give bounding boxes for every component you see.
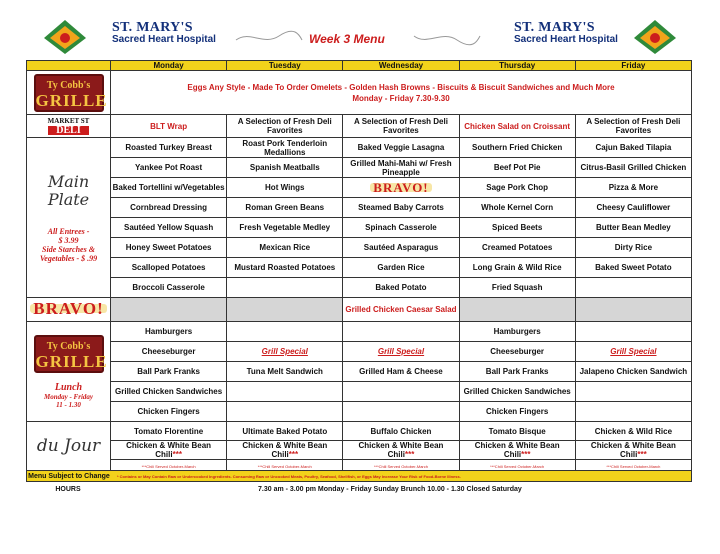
menu-item: Chicken Fingers (111, 402, 227, 422)
soup-row (27, 422, 692, 441)
menu-item (343, 382, 459, 402)
food-safety-note: * Contains or May Contain Raw or Undercooked Ingredients. Consuming Raw or Uncooked Meats, Poultry, Seafood, Shellfish, or Eggs May Increase Your Risk of Food-Borne Illness. (117, 473, 461, 479)
menu-item: Long Grain & Wild Rice (459, 258, 575, 278)
menu-item (227, 402, 343, 422)
deli-logo-cell (27, 115, 111, 138)
menu-item (575, 402, 691, 422)
menu-item (575, 278, 691, 298)
price-line: Vegetables - $ .99 (39, 253, 98, 263)
menu-grid (26, 60, 692, 473)
menu-item: Grilled Mahi-Mahi w/ Fresh Pineapple (343, 158, 459, 178)
menu-item: Sautéed Yellow Squash (111, 218, 227, 238)
menu-item: Steamed Baby Carrots (343, 198, 459, 218)
menu-item: Roman Green Beans (227, 198, 343, 218)
soup-item: Tomato Bisque (459, 422, 575, 441)
main-plate-row (27, 138, 692, 158)
menu-item: Pizza & More (575, 178, 691, 198)
menu-item: Cheeseburger (111, 342, 227, 362)
main-plate-row (27, 178, 692, 198)
main-plate-logo-cell (27, 138, 111, 298)
du-jour-logo: du Jour (36, 435, 101, 456)
day-tuesday: Tuesday (227, 61, 343, 71)
menu-item: Spinach Casserole (343, 218, 459, 238)
deli-row (27, 115, 692, 138)
menu-item: Citrus-Basil Grilled Chicken (575, 158, 691, 178)
footer-hours (26, 486, 692, 496)
menu-item: Spanish Meatballs (227, 158, 343, 178)
soup-item: Tomato Florentine (111, 422, 227, 441)
chili-stars: *** (404, 450, 415, 459)
breakfast-row (27, 71, 692, 115)
main-plate-row (27, 218, 692, 238)
hospital-logo-left (112, 22, 216, 45)
menu-item: Sautéed Asparagus (343, 238, 459, 258)
chili-note: ***Chili Served October-March (343, 460, 459, 473)
menu-item (227, 278, 343, 298)
menu-item (343, 322, 459, 342)
grill-special-label: Grill Special (575, 342, 691, 362)
lunch-row (27, 342, 692, 362)
menu-item: Ball Park Franks (459, 362, 575, 382)
breakfast-line1: Eggs Any Style - Made To Order Omelets - Golden Hash Browns - Biscuits & Biscuit Sandwiches and Much More (187, 82, 615, 92)
lunch-days: Monday - Friday (44, 392, 93, 401)
menu-item: Yankee Pot Roast (111, 158, 227, 178)
menu-item (227, 322, 343, 342)
soup-item: Buffalo Chicken (343, 422, 459, 441)
bravo-inline-cell (343, 178, 459, 198)
day-monday: Monday (111, 61, 227, 71)
price-line: All Entrees - (47, 226, 90, 236)
chili-item (111, 441, 227, 460)
chili-stars: *** (172, 450, 182, 459)
market-st-deli-logo (48, 117, 90, 135)
hours-text: 7.30 am - 3.00 pm Monday - Friday Sunday Brunch 10.00 - 1.30 Closed Saturday (258, 486, 522, 493)
lunch-row (27, 322, 692, 342)
menu-subject-label: Menu Subject to Change (28, 472, 110, 480)
menu-item (227, 382, 343, 402)
logo-text-top: Ty Cobb's (46, 79, 91, 91)
du-jour-logo-cell (27, 422, 111, 473)
hours-label: HOURS (55, 486, 81, 493)
chili-note: ***Chili Served October-March (575, 460, 691, 473)
lunch-label: Lunch (54, 381, 83, 393)
main-plate-row (27, 198, 692, 218)
menu-item: Spiced Beets (459, 218, 575, 238)
chili-item (343, 441, 459, 460)
hospital-sub: Sacred Heart Hospital (112, 34, 216, 45)
logo-leaf-icon (42, 18, 88, 56)
deli-logo-bottom: DELI (48, 126, 90, 135)
menu-item: Sage Pork Chop (459, 178, 575, 198)
menu-item: Grilled Chicken Sandwiches (459, 382, 575, 402)
menu-item: Grilled Ham & Cheese (343, 362, 459, 382)
bravo-row (27, 298, 692, 322)
chili-note: ***Chili Served October-March (227, 460, 343, 473)
menu-item: Baked Veggie Lasagna (343, 138, 459, 158)
menu-header (24, 8, 696, 60)
menu-item: Jalapeno Chicken Sandwich (575, 362, 691, 382)
day-thursday: Thursday (459, 61, 575, 71)
chili-stars: *** (521, 450, 531, 459)
menu-item: Dirty Rice (575, 238, 691, 258)
main-plate-row (27, 258, 692, 278)
menu-item: Baked Tortellini w/Vegetables (111, 178, 227, 198)
bravo-logo: BRAVO! (30, 304, 107, 313)
main-plate-row (27, 158, 692, 178)
menu-item: Fried Squash (459, 278, 575, 298)
chili-name: Chicken & White Bean Chili (242, 441, 328, 459)
menu-item: Southern Fried Chicken (459, 138, 575, 158)
menu-item: Grilled Chicken Sandwiches (111, 382, 227, 402)
grill-special-label: Grill Special (343, 342, 459, 362)
menu-item: Cheeseburger (459, 342, 575, 362)
logo-leaf-icon (632, 18, 678, 56)
chili-stars: *** (637, 450, 647, 459)
grill-special-label: Grill Special (227, 342, 343, 362)
logo-text-bottom: GRILLE (35, 351, 108, 371)
day-wednesday: Wednesday (343, 61, 459, 71)
hospital-logo-right (514, 22, 618, 45)
menu-item: Baked Sweet Potato (575, 258, 691, 278)
chili-row (27, 441, 692, 460)
bravo-thursday (459, 298, 575, 322)
lunch-logo-cell (27, 322, 111, 422)
price-line: $ 3.99 (58, 235, 79, 245)
chili-note: ***Chili Served October-March (459, 460, 575, 473)
chili-note: ***Chili Served October-March (111, 460, 227, 473)
main-plate-row (27, 238, 692, 258)
lunch-row (27, 382, 692, 402)
ty-cobbs-grille-logo (34, 74, 108, 112)
menu-item: Fresh Vegetable Medley (227, 218, 343, 238)
menu-item: Mexican Rice (227, 238, 343, 258)
menu-item: Cheesy Cauliflower (575, 198, 691, 218)
deli-tuesday: A Selection of Fresh Deli Favorites (227, 115, 343, 138)
menu-item: Honey Sweet Potatoes (111, 238, 227, 258)
lunch-row (27, 402, 692, 422)
menu-item: Butter Bean Medley (575, 218, 691, 238)
menu-item: Roast Pork Tenderloin Medallions (227, 138, 343, 158)
chili-name: Chicken & White Bean Chili (474, 441, 560, 459)
menu-item: Creamed Potatoes (459, 238, 575, 258)
main-plate-logo: Main Plate (47, 171, 90, 209)
menu-item (575, 322, 691, 342)
days-row (27, 61, 692, 71)
bravo-monday (111, 298, 227, 322)
logo-text-top: Ty Cobb's (46, 340, 91, 352)
menu-item: Hamburgers (459, 322, 575, 342)
chili-stars: *** (288, 450, 299, 459)
lunch-hours: 11 - 1.30 (56, 400, 81, 409)
hospital-name: ST. MARY'S (112, 20, 193, 35)
bravo-tuesday (227, 298, 343, 322)
chili-name: Chicken & White Bean Chili (126, 441, 212, 459)
menu-item: Baked Potato (343, 278, 459, 298)
menu-item: Hot Wings (227, 178, 343, 198)
deli-monday: BLT Wrap (111, 115, 227, 138)
menu-item: Roasted Turkey Breast (111, 138, 227, 158)
menu-item: Scalloped Potatoes (111, 258, 227, 278)
breakfast-logo-cell (27, 71, 111, 115)
flourish-icon (234, 28, 304, 48)
chili-item (227, 441, 343, 460)
menu-item: Beef Pot Pie (459, 158, 575, 178)
corner-cell (27, 61, 111, 71)
menu-item: Cajun Baked Tilapia (575, 138, 691, 158)
deli-friday: A Selection of Fresh Deli Favorites (575, 115, 691, 138)
deli-logo-top: MARKET ST (47, 117, 90, 125)
menu-item: Garden Rice (343, 258, 459, 278)
chili-item (459, 441, 575, 460)
menu-item: Chicken Fingers (459, 402, 575, 422)
bravo-wednesday: Grilled Chicken Caesar Salad (343, 298, 459, 322)
price-line: Side Starches & (42, 244, 95, 254)
menu-title: Week 3 Menu (309, 32, 385, 46)
ty-cobbs-grille-logo (34, 335, 108, 373)
bravo-logo-cell (27, 298, 111, 322)
menu-item (343, 402, 459, 422)
chili-name: Chicken & White Bean Chili (358, 441, 444, 459)
menu-item: Broccoli Casserole (111, 278, 227, 298)
logo-text-bottom: GRILLE (35, 90, 108, 110)
footer-disclaimer-bar (26, 470, 692, 482)
soup-item: Chicken & Wild Rice (575, 422, 691, 441)
breakfast-hours: Monday - Friday 7.30-9.30 (352, 93, 450, 103)
lunch-row (27, 362, 692, 382)
main-plate-row (27, 278, 692, 298)
bravo-friday (575, 298, 691, 322)
menu-item: Ball Park Franks (111, 362, 227, 382)
deli-wednesday: A Selection of Fresh Deli Favorites (343, 115, 459, 138)
deli-thursday: Chicken Salad on Croissant (459, 115, 575, 138)
menu-item: Whole Kernel Corn (459, 198, 575, 218)
menu-item: Tuna Melt Sandwich (227, 362, 343, 382)
breakfast-description (111, 71, 692, 115)
hospital-name: ST. MARY'S (514, 20, 595, 35)
soup-item: Ultimate Baked Potato (227, 422, 343, 441)
menu-item: Hamburgers (111, 322, 227, 342)
chili-name: Chicken & White Bean Chili (590, 441, 676, 459)
menu-item: Mustard Roasted Potatoes (227, 258, 343, 278)
hospital-sub: Sacred Heart Hospital (514, 34, 618, 45)
menu-item: Cornbread Dressing (111, 198, 227, 218)
bravo-logo: BRAVO! (370, 183, 431, 192)
day-friday: Friday (575, 61, 691, 71)
chili-item (575, 441, 691, 460)
flourish-icon (412, 28, 482, 48)
menu-item (575, 382, 691, 402)
